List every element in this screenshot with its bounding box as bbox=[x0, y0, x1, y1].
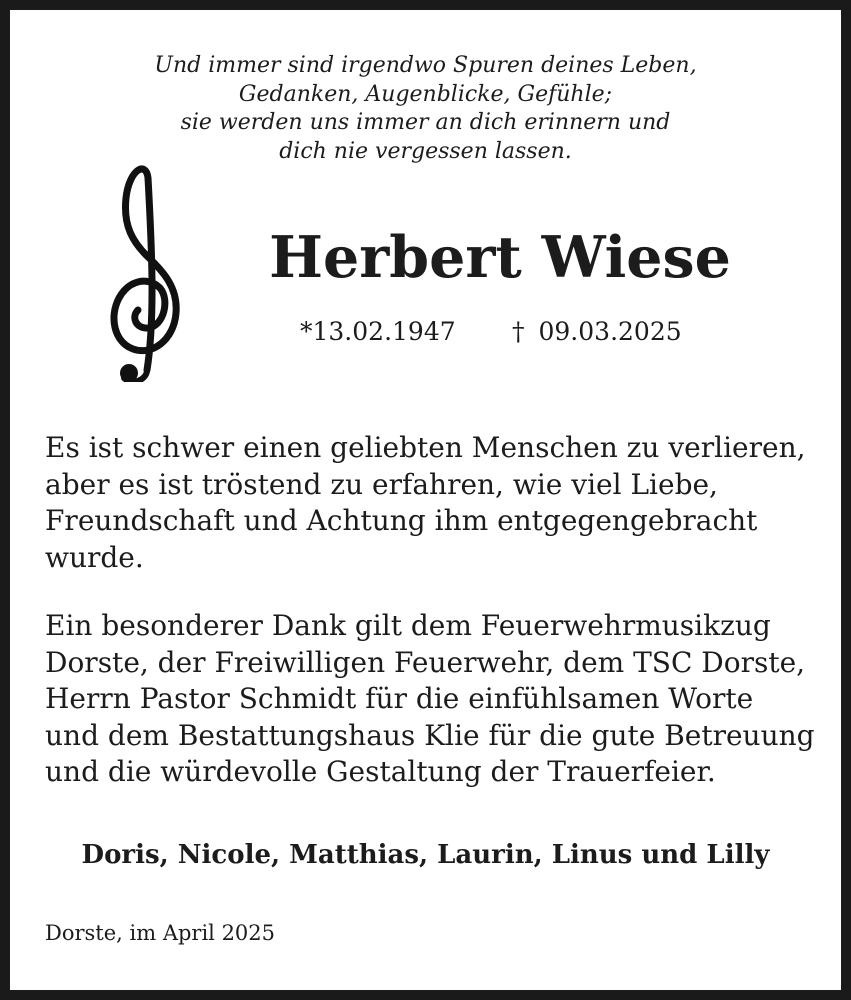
obituary-card bbox=[10, 10, 841, 990]
text-line: aber es ist tröstend zu erfahren, wie viel Liebe, bbox=[45, 467, 718, 501]
quote-line: Und immer sind irgendwo Spuren deines Leben, bbox=[154, 53, 697, 78]
text-line: Freundschaft und Achtung ihm entgegengebracht bbox=[45, 504, 758, 537]
deceased-name: Herbert Wiese bbox=[269, 224, 731, 291]
cross-icon: † bbox=[512, 317, 525, 346]
treble-clef-icon bbox=[106, 160, 182, 382]
quote-line: dich nie vergessen lassen. bbox=[279, 138, 572, 164]
memorial-quote bbox=[10, 52, 841, 166]
thanks-paragraph bbox=[45, 608, 835, 791]
quote-line: Gedanken, Augenblicke, Gefühle; bbox=[238, 81, 613, 107]
text-line: Dorste, der Freiwilligen Feuerwehr, dem TSC Dorste, bbox=[45, 645, 806, 679]
text-line: Ein besonderer Dank gilt dem Feuerwehrmusikzug bbox=[45, 609, 771, 642]
text-line: wurde. bbox=[45, 540, 144, 574]
birth-date: *13.02.1947 bbox=[300, 317, 456, 346]
death-date-group bbox=[512, 314, 682, 350]
text-line: und dem Bestattungshaus Klie für die gute Betreuung bbox=[45, 718, 815, 752]
quote-line: sie werden uns immer an dich erinnern und bbox=[180, 110, 671, 135]
text-line: und die würdevolle Gestaltung der Trauerfeier. bbox=[45, 755, 716, 788]
death-date: 09.03.2025 bbox=[538, 317, 682, 346]
family-names: Doris, Nicole, Matthias, Laurin, Linus und Lilly bbox=[81, 840, 770, 870]
grief-paragraph bbox=[45, 430, 835, 576]
text-line: Herrn Pastor Schmidt für die einfühlsamen Worte bbox=[45, 682, 754, 715]
text-line: Es ist schwer einen geliebten Menschen zu verlieren, bbox=[45, 431, 806, 464]
place-and-date: Dorste, im April 2025 bbox=[45, 921, 276, 945]
